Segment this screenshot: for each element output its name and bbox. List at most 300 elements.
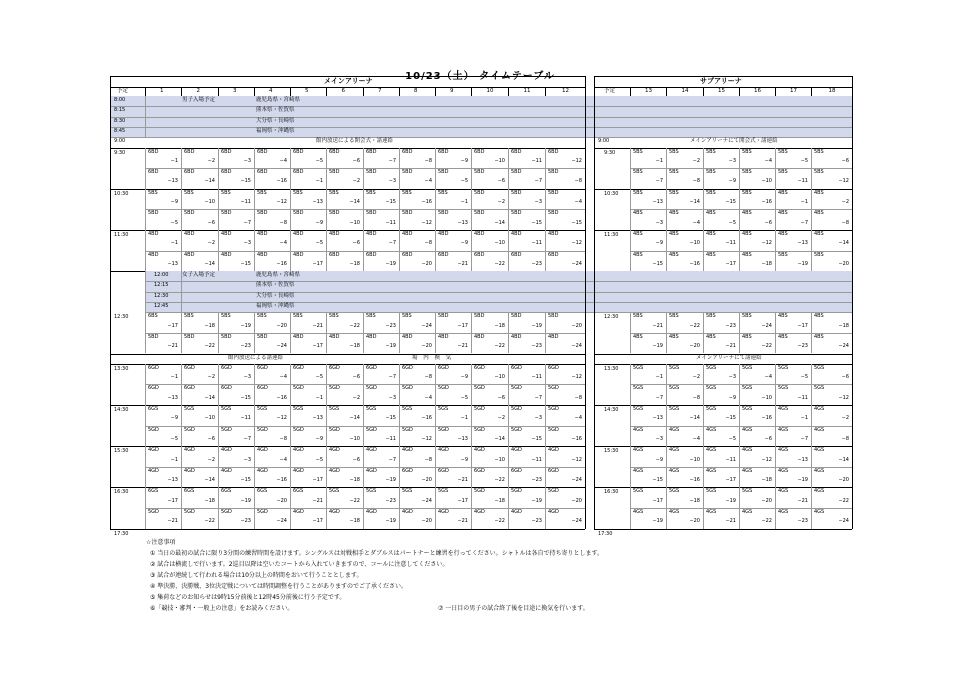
match-number: −13 [457,219,468,226]
entry-prefecture: 大分県・長崎県 [256,117,295,124]
note-item-5: ⑤ 集荷などのお知らせは9時15分前後と12時45分前後に行う予定です。 [150,594,346,601]
match-number: −9 [315,435,323,442]
match-number: −9 [170,199,178,205]
match-number: −11 [531,157,542,164]
match-number: −21 [312,497,323,504]
entry-time: 8:45 [114,127,126,134]
match-code: 4GD [184,467,195,474]
match-number: −15 [571,219,582,226]
match-number: −19 [797,477,808,484]
match-number: −19 [385,260,396,267]
match-number: −14 [494,435,505,442]
match-number: −4 [574,415,582,422]
match-code: 5BD [474,189,485,196]
match-number: −2 [207,240,215,247]
match-code: 5GS [329,406,340,412]
entry-prefecture: 鹿児島県・宮崎県 [256,97,301,103]
match-code: 6GS [148,406,159,412]
match-code: 6BD [511,251,522,258]
grid-line [290,446,291,487]
match-number: −14 [349,415,360,422]
match-code: 5GD [402,426,413,433]
match-code: 5BS [706,189,716,196]
grid-line [399,87,400,96]
match-number: −15 [725,199,736,205]
match-code: 6BD [438,251,449,258]
opening-time: 9:00 [114,138,126,145]
match-code: 5GS [438,488,449,495]
grid-line [363,405,364,446]
match-code: 5GD [511,406,522,412]
match-number: −10 [689,456,700,463]
match-code: 4GS [778,406,789,412]
match-number: −1 [315,178,323,185]
match-number: −6 [207,219,215,226]
match-number: −14 [689,415,700,422]
match-number: −16 [761,199,772,205]
match-code: 4BD [438,333,449,340]
match-code: 5GS [633,488,644,495]
grid-line [181,364,182,405]
match-code: 5GS [742,488,753,495]
grid-line [181,189,182,230]
match-code: 6BD [329,251,340,258]
match-code: 4BS [633,230,643,237]
grid-line [290,230,291,271]
match-code: 5BS [706,169,716,176]
match-number: −8 [692,178,700,185]
match-number: −13 [457,435,468,442]
match-code: 5GD [221,426,232,433]
match-code: 6BD [366,148,377,155]
match-code: 4GD [221,447,232,454]
match-number: −9 [315,219,323,226]
match-code: 5BD [221,333,232,340]
match-code: 4GS [633,467,644,474]
match-number: −20 [421,518,432,525]
match-code: 5GS [669,364,680,371]
match-number: −12 [421,219,432,226]
block-time: 14:30 [114,407,129,413]
grid-line [666,312,667,353]
grid-line [218,446,219,487]
match-number: −2 [352,178,360,185]
match-code: 4GS [778,488,789,495]
match-code: 4BD [548,230,559,237]
match-number: −5 [170,219,178,226]
entry-prefecture: 熊本県・佐賀県 [256,107,295,114]
match-number: −1 [170,157,178,164]
match-number: −24 [838,518,849,525]
grid-line [666,230,667,271]
match-code: 5GD [184,426,195,433]
block-time-sub: 12:30 [604,314,619,321]
match-number: −19 [531,322,542,329]
match-number: −6 [497,178,505,185]
grid-line [471,364,472,405]
match-code: 4GD [221,467,232,474]
grid-line [666,87,667,96]
note-item-1: ① 当日の最初の試合に限り3分間の練習時間を設けます。シングルスは対戦相手とダブルスはパートナーと練習を行ってください。シャトルは各自で持ち寄りとします。 [150,550,603,557]
match-number: −15 [652,477,663,484]
grid-line [508,312,509,353]
match-code: 6GS [148,488,159,495]
match-code: 5GS [742,406,753,412]
match-code: 4GS [814,509,825,515]
match-number: −6 [764,435,772,442]
match-code: 5GS [814,385,825,392]
match-code: 4GD [474,447,485,454]
match-number: −6 [352,456,360,463]
match-code: 4GS [742,509,753,515]
match-number: −22 [494,343,505,350]
grid-line [326,148,327,189]
grid-line [775,189,776,230]
match-number: −7 [388,456,396,463]
grid-line [399,230,400,271]
match-code: 6GD [474,467,485,474]
match-code: 6BD [148,169,159,176]
match-number: −3 [243,456,251,463]
grid-line [254,312,255,353]
match-code: 5BS [184,189,194,196]
match-code: 5BS [184,313,194,320]
grid-line [508,405,509,446]
grid-line [811,312,812,353]
match-number: −18 [349,518,360,525]
notes-title: ☆注意事項 [146,539,176,546]
match-number: −3 [388,178,396,185]
match-code: 6BD [402,251,413,258]
match-number: −14 [838,240,849,247]
match-code: 5BS [293,313,303,320]
match-code: 6GD [184,364,195,371]
match-code: 5BD [148,333,159,340]
match-number: −13 [312,199,323,205]
grid-line [145,148,146,189]
grid-line [290,487,291,528]
match-number: −22 [838,497,849,504]
grid-line [363,312,364,353]
grid-line [254,487,255,528]
block-time-sub: 13:30 [604,365,619,372]
match-code: 4BS [633,333,643,340]
match-code: 4BS [778,230,788,237]
grid-line [739,230,740,271]
match-code: 5BS [742,313,752,320]
match-number: −3 [243,157,251,164]
match-code: 5GS [366,406,377,412]
match-number: −2 [207,374,215,381]
match-number: −3 [388,394,396,401]
match-number: −17 [312,518,323,525]
match-code: 5GS [257,406,268,412]
match-number: −8 [424,157,432,164]
match-number: −23 [797,518,808,525]
match-code: 6BD [402,148,413,155]
match-code: 5GS [742,385,753,392]
match-number: −17 [167,322,178,329]
match-number: −24 [421,497,432,504]
match-code: 6GD [474,364,485,371]
match-code: 5BS [742,189,752,196]
match-number: −7 [388,374,396,381]
match-number: −18 [494,497,505,504]
grid-line [630,364,631,405]
match-number: −21 [457,260,468,267]
match-code: 4GS [814,426,825,433]
match-code: 5BD [366,169,377,176]
grid-line [630,189,631,230]
block-time-sub: 11:30 [604,231,619,238]
match-code: 4BS [778,333,788,340]
grid-line [811,487,812,528]
match-code: 5GD [221,509,232,515]
match-code: 5GS [633,406,644,412]
match-code: 5GS [778,364,789,371]
match-code: 6BS [148,313,158,320]
grid-line [254,446,255,487]
entry-label: 女子入場予定 [182,272,216,279]
match-number: −22 [349,322,360,329]
match-number: −8 [424,374,432,381]
match-number: −23 [531,477,542,484]
match-code: 6GD [293,364,304,371]
match-code: 5GS [778,385,789,392]
match-number: −11 [797,394,808,401]
grid-line [630,487,631,528]
match-code: 5BD [474,169,485,176]
match-number: −4 [279,374,287,381]
match-code: 4GD [329,509,340,515]
match-number: −19 [652,343,663,350]
match-number: −10 [761,394,772,401]
match-code: 5GS [706,364,717,371]
grid-line [181,271,182,312]
match-number: −6 [497,394,505,401]
grid-line [254,364,255,405]
match-code: 5BS [329,313,339,320]
block-time: 12:30 [114,314,129,321]
match-number: −22 [204,343,215,350]
match-code: 5GS [221,406,232,412]
grid-line [739,148,740,189]
grid-line [775,312,776,353]
match-code: 4BD [474,230,485,237]
match-code: 5BS [366,313,376,320]
grid-line [739,87,740,96]
match-number: −15 [531,435,542,442]
match-code: 4GD [402,509,413,515]
match-code: 6BD [257,169,268,176]
match-code: 5BD [474,210,485,217]
grid-line [775,487,776,528]
match-code: 5BD [184,333,195,340]
match-number: −24 [571,343,582,350]
match-number: −20 [421,260,432,267]
match-code: 5BS [221,313,231,320]
match-number: −2 [352,394,360,401]
grid-line [218,189,219,230]
match-code: 5GS [706,488,717,495]
entry-time: 8:00 [114,97,126,103]
sub-schedule-header: 予定 [604,88,616,94]
match-code: 5GS [706,385,717,392]
match-code: 5GD [329,385,340,392]
match-number: −8 [424,456,432,463]
match-code: 4GD [293,509,304,515]
grid-line [399,405,400,446]
match-number: −3 [728,157,736,164]
block-time: 9:30 [114,149,126,156]
match-code: 6GS [257,488,268,495]
grid-line [703,87,704,96]
match-number: −4 [764,157,772,164]
match-code: 5GD [548,385,559,392]
grid-line [363,487,364,528]
match-number: −4 [574,199,582,205]
grid-line [181,230,182,271]
grid-line [811,446,812,487]
match-number: −10 [494,157,505,164]
match-number: −18 [349,260,360,267]
grid-line [399,148,400,189]
match-number: −17 [312,260,323,267]
match-code: 5GS [293,406,304,412]
block-time-sub: 10:30 [604,190,619,197]
grid-line [145,487,146,528]
grid-line [326,446,327,487]
match-number: −17 [312,343,323,350]
grid-line [775,230,776,271]
match-number: −7 [534,178,542,185]
match-number: −11 [385,435,396,442]
match-number: −8 [841,435,849,442]
match-number: −5 [315,240,323,247]
match-number: −12 [421,435,432,442]
match-number: −16 [276,477,287,484]
match-code: 4GD [257,447,268,454]
match-code: 6GD [221,385,232,392]
match-number: −8 [279,219,287,226]
match-number: −19 [385,518,396,525]
match-code: 6BD [221,169,232,176]
match-code: 5GD [474,426,485,433]
match-number: −9 [170,415,178,422]
match-number: −20 [421,343,432,350]
match-code: 4BS [778,313,788,320]
match-number: −7 [655,178,663,185]
match-number: −3 [534,199,542,205]
match-code: 4BS [814,189,824,196]
grid-line [218,364,219,405]
match-code: 4BD [221,251,232,258]
match-number: −16 [571,435,582,442]
grid-line [363,446,364,487]
match-number: −14 [204,394,215,401]
match-code: 5GD [293,426,304,433]
match-number: −4 [692,219,700,226]
match-number: −12 [761,240,772,247]
match-code: 5GS [742,364,753,371]
match-code: 5GS [669,488,680,495]
grid-line [326,364,327,405]
match-number: −6 [841,374,849,381]
match-code: 6BD [474,148,485,155]
match-code: 5BS [742,148,752,155]
grid-line [290,312,291,353]
grid-line [181,487,182,528]
match-number: −18 [761,260,772,267]
match-number: −17 [797,322,808,329]
match-number: −2 [692,374,700,381]
match-number: −4 [764,374,772,381]
match-number: −5 [460,394,468,401]
grid-line [110,127,852,128]
grid-line [703,487,704,528]
match-code: 4BD [184,251,195,258]
match-code: 4BS [778,210,788,217]
match-code: 5GD [474,385,485,392]
match-code: 5BD [329,169,340,176]
match-code: 6GD [329,364,340,371]
announce-text-sub: メインアリーナにて諸連絡 [696,354,762,361]
match-number: −9 [655,456,663,463]
grid-line [110,106,852,107]
court-number: 16 [754,88,761,94]
grid-line [363,364,364,405]
grid-line [545,487,546,528]
match-number: −1 [655,157,663,164]
court-number: 10 [486,88,494,94]
court-number: 3 [233,88,237,94]
match-code: 4GS [633,509,644,515]
match-number: −5 [728,435,736,442]
match-code: 6GD [257,385,268,392]
match-code: 6GD [402,364,413,371]
match-number: −4 [279,456,287,463]
entry-time: 8:15 [114,107,126,114]
match-code: 4GD [148,467,159,474]
match-code: 4GD [438,447,449,454]
match-code: 5GS [814,364,825,371]
grid-line [811,405,812,446]
match-number: −3 [655,435,663,442]
grid-line [145,189,146,230]
match-code: 4BD [402,333,413,340]
grid-line [508,189,509,230]
match-number: −4 [424,178,432,185]
match-code: 6GD [511,467,522,474]
opening-time-sub: 9:00 [598,138,610,145]
match-code: 5BD [438,210,449,217]
match-number: −15 [240,394,251,401]
match-number: −24 [571,518,582,525]
match-number: −1 [655,374,663,381]
entry-prefecture: 福岡県・沖縄県 [256,303,295,309]
match-number: −8 [279,435,287,442]
grid-line [703,405,704,446]
grid-line [145,312,146,353]
match-code: 5BS [814,251,824,258]
match-code: 5BD [257,210,268,217]
grid-line [435,230,436,271]
match-code: 4GS [814,406,825,412]
match-code: 6BD [548,148,559,155]
match-number: −7 [800,435,808,442]
grid-line [218,405,219,446]
grid-line [435,487,436,528]
